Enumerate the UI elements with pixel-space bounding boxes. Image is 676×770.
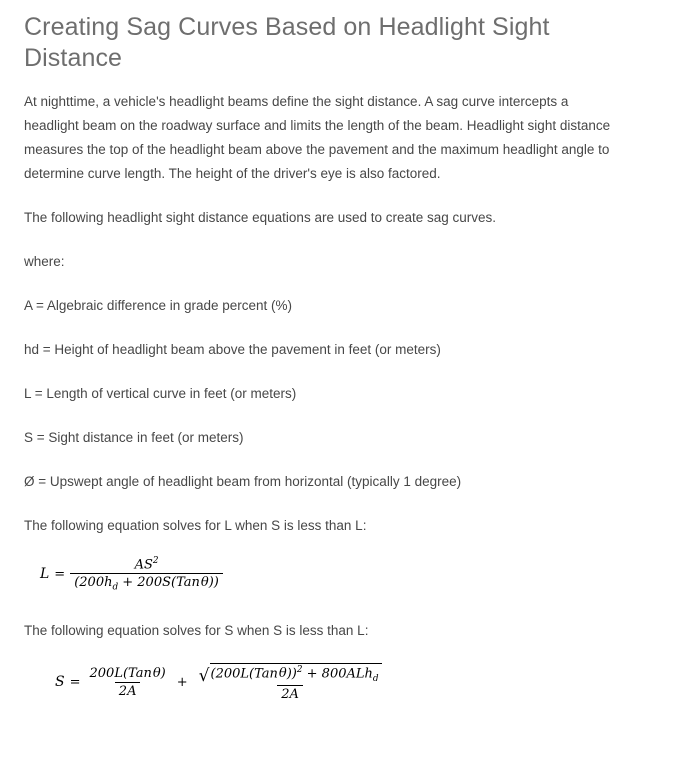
- square-root-icon: √: [198, 665, 210, 686]
- equation-two-first-numerator: [86, 666, 170, 682]
- equation-two-first-denominator-var: A: [127, 683, 137, 699]
- equation-one-denominator-close: )): [208, 575, 219, 591]
- equation-two-first-numerator-theta: θ: [152, 665, 161, 681]
- equation-two-lead-in: The following equation solves for S when S is less than L:: [24, 622, 369, 638]
- equation-two-radicand-tan: Tan: [254, 666, 278, 682]
- equation-two-first-numerator-tan: Tan: [128, 665, 152, 681]
- equation-two-second-denominator-num: 2: [281, 686, 290, 702]
- equation-two-radicand-alh: ALh: [346, 666, 373, 682]
- equation-two-radical: [199, 663, 382, 684]
- equation-one-lead-in: The following equation solves for L when S is less than L:: [24, 518, 367, 533]
- equation-two-first-numerator-prefix: 200: [89, 665, 115, 681]
- equation-one-fraction: [70, 556, 223, 593]
- definition-item-a: A = Algebraic difference in grade percent (%): [24, 298, 293, 313]
- equation-two-radicand-open: (200: [210, 666, 241, 682]
- equation-two-second-denominator: [277, 685, 303, 702]
- equation-two-first-denominator-num: 2: [118, 683, 128, 699]
- equation-two-second-fraction: [195, 663, 386, 702]
- equation-one-denominator-open: (200: [74, 575, 105, 591]
- equation-two-radicand-theta: θ: [278, 666, 287, 682]
- intro-paragraph: At nighttime, a vehicle's headlight beams define the sight distance. A sag curve intercepts a headlight beam on the roadway surface and limits the length of the beam. Headlight sight distance measures the top of the headlight beam above the pavement and the maximum headlight angle to determine curve length. The height of the driver's eye is also factored.: [24, 94, 611, 181]
- equation-two-first-fraction: [86, 666, 170, 699]
- equation-two-radicand-l: L: [240, 666, 250, 682]
- equation-two-lhs: S: [55, 674, 65, 691]
- equation-one-denominator-theta: θ: [200, 575, 209, 591]
- equation-one-denominator-h-subscript: d: [112, 582, 119, 593]
- equation-two-first-numerator-close: ): [160, 665, 166, 681]
- definition-item-l: L = Length of vertical curve in feet (or meters): [24, 386, 297, 401]
- equation-one-image: [40, 556, 652, 593]
- equation-one-denominator-s: S: [162, 575, 172, 591]
- equation-one-denominator-h: h: [104, 575, 113, 591]
- equation-one-lhs: L: [40, 566, 50, 583]
- equation-one-denominator-tan: Tan: [176, 575, 200, 591]
- equation-two-radicand: [210, 663, 382, 684]
- equation-one-denominator: [70, 573, 223, 593]
- equation-one-equals-sign: =: [54, 566, 66, 582]
- definition-item-s: S = Sight distance in feet (or meters): [24, 430, 244, 445]
- equation-two-first-numerator-tan-open: (: [122, 665, 129, 681]
- equation-one-numerator-exponent: 2: [152, 556, 159, 566]
- where-label: where:: [24, 254, 65, 269]
- equation-two-equals-sign: =: [69, 674, 81, 690]
- page-title: Creating Sag Curves Based on Headlight Sight Distance: [24, 13, 550, 72]
- equation-two-second-denominator-var: A: [289, 686, 299, 702]
- equation-two-radicand-exponent: 2: [296, 664, 303, 675]
- equation-one-denominator-mid: + 200: [118, 575, 163, 591]
- equation-two-radicand-plus: + 800: [302, 666, 347, 682]
- equations-intro-paragraph: The following headlight sight distance equations are used to create sag curves.: [24, 210, 497, 225]
- equation-one-numerator: [131, 556, 163, 573]
- equation-two-first-denominator: [115, 682, 141, 699]
- equation-two-second-numerator: [195, 663, 386, 685]
- equation-one-numerator-base: AS: [134, 557, 153, 573]
- equation-two-first-numerator-l: L: [114, 665, 123, 681]
- equation-two-radicand-alh-subscript: d: [372, 673, 379, 684]
- definition-item-angle: Ø = Upswept angle of headlight beam from horizontal (typically 1 degree): [24, 474, 462, 489]
- equation-two-radicand-tan-open: (: [249, 666, 255, 682]
- equation-one-denominator-tan-open: (: [171, 575, 177, 591]
- equation-two-plus-sign: +: [176, 674, 188, 690]
- equation-two-image: [55, 663, 652, 702]
- variable-definition-list: [24, 294, 652, 494]
- definition-item-hd: hd = Height of headlight beam above the pavement in feet (or meters): [24, 342, 441, 357]
- equation-two-radicand-close: )): [286, 666, 297, 682]
